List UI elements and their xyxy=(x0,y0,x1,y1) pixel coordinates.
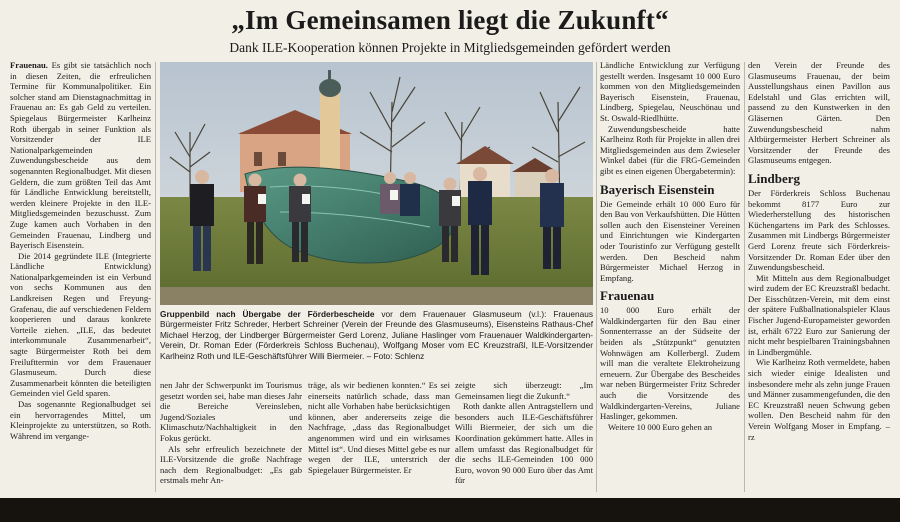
paragraph: Als sehr erfreulich bezeichnete der ILE-Vorsitzende die große Nachfrage nach dem Regionalbudget: „Es gab erstmals mehr An- xyxy=(160,443,302,486)
text-column-4 xyxy=(455,380,593,492)
paragraph: Es gibt sie tatsächlich noch in diesen Zeiten, die erfreulichen Termine für Kommunalpolitiker. Ein solcher stand am Dienstagnachmittag in Frauenau an: Es gab Geld zu verteilen. Spiegelaus Bürgermeister Karlheinz Roth übergab in seiner Funktion als Vorsitzender der ILE Nationalparkgemeinden Zuwendungsbescheide aus dem sogenannten Regionalbudget. Mit diesen Geldern, die zum größten Teil das Amt für Ländliche Entwicklung bereitstellt, werden kleinere Projekte in den ILE-Mitgliedsgemeinden bezuschusst. Zum Zuge kamen auch Vorhaben in den Gemeinden Frauenau, Lindberg und Bayerisch Eisenstein. xyxy=(10,60,151,251)
dateline: Frauenau. xyxy=(10,60,48,70)
text-column-2 xyxy=(160,380,302,492)
text-column-3 xyxy=(308,380,450,492)
paragraph: Roth dankte allen Antragstellern und besonders auch ILE-Geschäftsführer Willi Biermeier, der sich um die Koordination gekümmert hatte. Alles in allem umfasst das Regionalbudget für die sechs ILE-Gemeinden 100 000 Euro, wovon 90 000 Euro über das Amt für xyxy=(455,401,593,486)
paragraph: Der Förderkreis Schloss Buchenau bekommt 8177 Euro zur Wiederherstellung des historischen Küchengartens im Park des Schlosses. Zusammen mit Lindbergs Bürgermeister Gerd Lorenz freute sich Förderkreis-Vorsitzender Dr. Roman Eder über den Zuwendungsbescheid. xyxy=(748,187,890,273)
paragraph: zeigte sich überzeugt: „Im Gemeinsamen liegt die Zukunft.“ xyxy=(455,380,593,401)
paragraph-text: Wie Karlheinz Roth vermeldete, haben sich wieder einige Idealisten und insbesondere mehr als zehn junge Frauen und Männer zusammengefunden, die den EC Kreuzstraßl neuen Schwung geben wollen. Den Bescheid nahm für den Verein Wolfgang Moser in Empfang. xyxy=(748,357,890,431)
column-divider xyxy=(596,62,597,492)
group-photo xyxy=(160,62,593,305)
caption-lead: Gruppenbild nach Übergabe der Förderbescheide xyxy=(160,309,375,319)
section-heading: Frauenau xyxy=(600,288,655,304)
paragraph: den Verein der Freunde des Glasmuseums Frauenau, der beim Ausstellungshaus einen Pavillon aus Edelstahl und Glas errichten will, passend zu den Kunstwerken in den Gläsernen Gärten. Den Zuwendungsbescheid nahm Altbürgermeister Herbert Schreiner als Vorsitzender der Freunde des Glasmuseums entgegen. xyxy=(748,60,890,166)
photo-credit: – Foto: Schlenz xyxy=(364,350,425,361)
group-photo-illustration xyxy=(160,62,593,305)
page-bottom-edge xyxy=(0,498,900,522)
paragraph: 10 000 Euro erhält der Waldkindergarten für den Bau einer Sonnenterrasse an der Südseite der beiden als „Stützpunkt“ genutzten Wohnwägen am Kollerbergl. Zudem will man die veraltete Elektroheizung erneuern. Zur Übergabe des Bescheides war neben Bürgermeister Fritz Schreder auch die Vorsitzende des Waldkindergarten-Vereins, Juliane Haslinger, gekommen. xyxy=(600,305,740,422)
paragraph: nen Jahr der Schwerpunkt im Tourismus gesetzt worden sei, habe man dieses Jahr die Bereiche Vereinsleben, Jugend/Soziales und Klimaschutz/Nachhaltigkeit in den Fokus gerückt. xyxy=(160,380,302,443)
paragraph: Weitere 10 000 Euro gehen an xyxy=(608,421,713,432)
column-divider xyxy=(155,62,156,492)
paragraph xyxy=(748,357,890,442)
article-subheadline: Dank ILE-Kooperation können Projekte in Mitgliedsgemeinden gefördert werden xyxy=(229,40,671,55)
caption-text: vor dem Frauenauer Glasmuseum (v.l.): Frauenaus Bürgermeister Fritz Schreder, Herbert Schreiner (Verein der Freunde des Glasmuseums), Eisensteins Rathaus-Chef Michael Herzog, der Lindberger Bürgermeister Gerd Lorenz, Juliane Haslinger vom Frauenauer Waldkindergarten-Verein, Dr. Roman Eder (Förderkreis Schloss Buchenau), Wolfgang Moser vom EC Kreuzstraßl, ILE-Vorsitzender Karlheinz Roth und ILE-Geschäftsführer Willi Biermeier. xyxy=(160,309,594,361)
paragraph: Mit Mitteln aus dem Regionalbudget wird zudem der EC Kreuzstraßl bedacht. Der Eisschützen-Verein, mit dem einst der spätere Fußballnationalspieler Klaus Fischer Jugend-Europameister geworden ist, erhält 6722 Euro zur Sanierung der nicht mehr bespielbaren Trainingsbahnen in Lindbergmühle. xyxy=(748,272,890,357)
paragraph: Das sogenannte Regionalbudget sei ein hervorragendes Mittel, um Kleinprojekte zu unterstützen, so Roth. Während im vergange- xyxy=(10,399,151,441)
section-heading: Bayerisch Eisenstein xyxy=(600,181,715,197)
paragraph: Die 2014 gegründete ILE (Integrierte Ländliche Entwicklung) Nationalparkgemeinden ist ein Verbund von sechs Kommunen aus den Landkreisen Regen und Freyung-Grafenau, die auf verschiedenen Feldern kooperieren und daraus konkrete Vorteile ziehen. „ILE, das bedeutet interkommunale Zusammenarbeit“, sagte Bürgermeister Roth bei dem Freilufttermin vor dem Frauenauer Glasmuseum. Durch diese Zusammenarbeit könnten die beteiligten Gemeinden viel Geld sparen. xyxy=(10,250,151,399)
paragraph: Ländliche Entwicklung zur Verfügung gestellt werden. Insgesamt 10 000 Euro kommen von den Mitgliedsgemeinden Bayerisch Eisenstein, Frauenau, Lindberg, Spiegelau, Neuschönau und St. Oswald-Riedlhütte. xyxy=(600,60,740,123)
column-divider xyxy=(744,62,745,492)
text-column-6 xyxy=(748,60,890,492)
author-sign: – rz xyxy=(748,421,890,442)
article-headline: „Im Gemeinsamen liegt die Zukunft“ xyxy=(231,5,669,35)
photo-caption xyxy=(160,309,593,371)
text-column-5 xyxy=(600,60,740,492)
paragraph: träge, als wir bedienen konnten.“ Es sei einerseits natürlich schade, dass man nicht alle Vorhaben habe berücksichtigen können, aber andererseits zeige die Nachfrage, „dass das Regionalbudget angenommen wird und ein wirksames Mittel ist“. Und dieses Mittel gebe es nur wegen der ILE, unterstrich der Spiegelauer Bürgermeister. Er xyxy=(308,380,450,475)
paragraph: Zuwendungsbescheide hatte Karlheinz Roth für Projekte in allen drei Mitgliedsgemeinden aus dem Zwieseler Winkel dabei (für die FRG-Gemeinden gibt es einen eigenen Übergabetermin): xyxy=(600,123,740,176)
section-heading: Lindberg xyxy=(748,170,801,186)
paragraph: Die Gemeinde erhält 10 000 Euro für den Bau von Verkaufshütten. Die Hütten sollen auch den Eisensteiner Vereinen und Einrichtungen wie Kindergarten oder Touristinfo zur Verfügung gestellt werden. Den Bescheid nahm Bürgermeister Michael Herzog in Empfang. xyxy=(600,198,740,283)
text-column-1 xyxy=(10,60,151,492)
